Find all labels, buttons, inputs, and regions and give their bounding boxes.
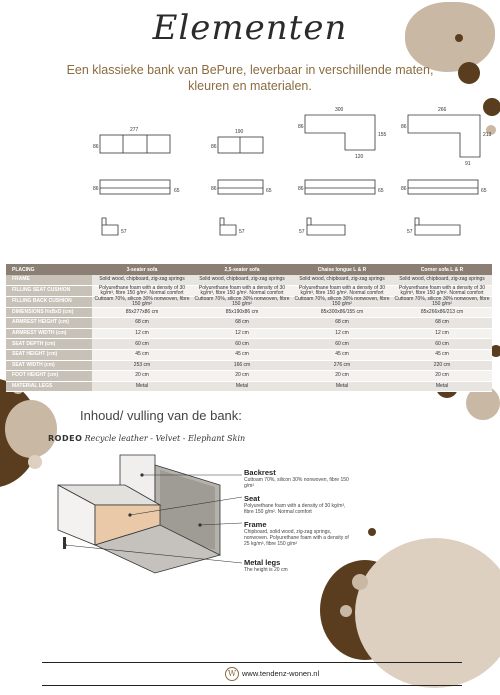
dim-chaise-depth2: 155	[378, 132, 387, 138]
spec-table-header	[6, 264, 492, 275]
table-row	[6, 349, 492, 360]
brand-logo-icon: W	[225, 667, 239, 681]
decor-dot	[458, 62, 480, 84]
table-cell: 85x266x86/213 cm	[392, 307, 492, 318]
dim-corner-arm: 57	[407, 229, 413, 235]
page-subtitle: Een klassieke bank van BePure, leverbaar in verschillende maten, kleuren en materialen.	[66, 63, 434, 93]
dim-corner-width: 266	[438, 107, 447, 113]
drawing-chaise-front	[305, 180, 375, 194]
table-cell: Solid wood, chipboard, zig-zag springs	[392, 275, 492, 285]
table-row-label: SEAT WIDTH (cm)	[6, 360, 92, 371]
table-cell: 60 cm	[292, 339, 392, 350]
rodeo-materials: Recycle leather - Velvet - Elephant Skin	[84, 434, 246, 443]
dim-corner-depth: 86	[401, 124, 407, 130]
part-description: Cuttoam 70%, silicon 30% nonwoven, fibre 150 g/m²	[244, 477, 349, 489]
drawing-3seater-side	[102, 218, 118, 235]
dim-chaise-height: 86	[298, 186, 304, 192]
table-header-corner: Corner sofa L & R	[392, 264, 492, 275]
part-frame	[244, 520, 354, 547]
spec-table	[6, 264, 492, 392]
table-row	[6, 328, 492, 339]
table-cell: 12 cm	[292, 328, 392, 339]
drawing-25seater-side	[220, 218, 236, 235]
dim-25seater-width: 190	[235, 129, 244, 135]
footer	[42, 662, 462, 686]
part-metal-legs	[244, 558, 354, 573]
table-row	[6, 381, 492, 392]
table-row	[6, 296, 492, 307]
table-cell: 12 cm	[192, 328, 292, 339]
drawing-chaise-side	[307, 218, 345, 235]
dim-corner-inner: 91	[465, 161, 471, 167]
table-cell: 85x277x86 cm	[92, 307, 192, 318]
table-cell: Polyurethane foam with a density of 30 kg/m³, fibre 150 g/m². Normal comfort	[292, 285, 392, 296]
table-row-label: ARMREST HEIGHT (cm)	[6, 318, 92, 329]
table-cell: Cuttoam 70%, silicon 30% nonwoven, fibre 150 g/m²	[292, 296, 392, 307]
dim-3seater-seat: 65	[174, 188, 180, 194]
decor-dot	[340, 605, 352, 617]
rodeo-label: RODEO	[48, 434, 83, 443]
part-description: The height is 20 cm	[244, 567, 288, 573]
table-cell: 276 cm	[292, 360, 392, 371]
contents-heading: Inhoud/ vulling van de bank:	[80, 408, 242, 423]
table-cell: 68 cm	[192, 318, 292, 329]
table-row-label: FOOT HEIGHT (cm)	[6, 371, 92, 382]
table-header-3seater: 3-seater sofa	[92, 264, 192, 275]
dim-3seater-depth: 86	[93, 144, 99, 150]
dim-chaise-length: 120	[355, 154, 364, 160]
table-row	[6, 371, 492, 382]
drawing-chaise-top	[305, 115, 375, 150]
table-cell: 166 cm	[192, 360, 292, 371]
dim-3seater-arm: 57	[121, 229, 127, 235]
table-cell: 253 cm	[92, 360, 192, 371]
dim-corner-depth2: 213	[483, 132, 492, 138]
table-row	[6, 360, 492, 371]
table-cell: Polyurethane foam with a density of 30 kg/m³, fibre 150 g/m². Normal comfort	[392, 285, 492, 296]
table-cell: Polyurethane foam with a density of 30 kg/m³, fibre 150 g/m². Normal comfort	[192, 285, 292, 296]
drawing-corner-front	[408, 180, 478, 194]
dim-3seater-width: 277	[130, 127, 139, 133]
website-link[interactable]: www.tendenz-wonen.nl	[242, 669, 320, 678]
part-title: Seat	[244, 494, 260, 503]
table-header-chaise: Chaise longue L & R	[292, 264, 392, 275]
table-cell: Solid wood, chipboard, zig-zag springs	[292, 275, 392, 285]
table-cell: 12 cm	[392, 328, 492, 339]
table-cell: Cuttoam 70%, silicon 30% nonwoven, fibre 150 g/m²	[92, 296, 192, 307]
dim-3seater-height: 86	[93, 186, 99, 192]
decor-dot	[368, 528, 376, 536]
table-cell: 85x190x86 cm	[192, 307, 292, 318]
dim-25seater-depth: 86	[211, 144, 217, 150]
table-row	[6, 339, 492, 350]
table-cell: 60 cm	[392, 339, 492, 350]
table-cell: 20 cm	[92, 371, 192, 382]
table-cell: 85x300x86/155 cm	[292, 307, 392, 318]
dim-25seater-seat: 65	[266, 188, 272, 194]
table-row-label: SEAT HEIGHT (cm)	[6, 349, 92, 360]
dim-corner-height: 86	[401, 186, 407, 192]
table-row-label: FILLING SEAT CUSHION	[6, 285, 92, 296]
part-description: Chipboard, solid wood, zig-zag springs, nonwoven. Polyurethane foam with a density of 25 kg/m³, fibre 150 g/m²	[244, 529, 349, 547]
table-row-label: MATERIAL LEGS	[6, 381, 92, 392]
table-cell: 45 cm	[392, 349, 492, 360]
dim-chaise-width: 300	[335, 107, 344, 113]
dim-chaise-depth: 86	[298, 124, 304, 130]
table-cell: Solid wood, chipboard, zig-zag springs	[192, 275, 292, 285]
table-cell: 20 cm	[292, 371, 392, 382]
table-row	[6, 275, 492, 285]
dim-25seater-height: 86	[211, 186, 217, 192]
table-cell: Metal	[92, 381, 192, 392]
table-cell: Metal	[192, 381, 292, 392]
table-row-label: SEAT DEPTH (cm)	[6, 339, 92, 350]
drawing-25seater-top	[218, 137, 263, 153]
table-cell: 20 cm	[192, 371, 292, 382]
table-cell: Metal	[392, 381, 492, 392]
part-description: Polyurethane foam with a density of 30 kg/m³, fibre 150 g/m². Normal comfort	[244, 503, 346, 515]
table-cell: Solid wood, chipboard, zig-zag springs	[92, 275, 192, 285]
page-title: Elementen	[152, 8, 348, 48]
sofa-drawings	[0, 100, 500, 255]
dim-corner-seat: 65	[481, 188, 487, 194]
table-row	[6, 318, 492, 329]
table-cell: 20 cm	[392, 371, 492, 382]
decor-dot	[352, 574, 368, 590]
part-seat	[244, 494, 354, 515]
table-cell: Polyurethane foam with a density of 30 kg/m³, fibre 150 g/m². Normal comfort	[92, 285, 192, 296]
part-title: Frame	[244, 520, 267, 529]
drawing-corner-side	[415, 218, 460, 235]
table-row-label: FRAME	[6, 275, 92, 285]
dim-25seater-arm: 57	[239, 229, 245, 235]
table-cell: 60 cm	[192, 339, 292, 350]
table-cell: Cuttoam 70%, silicon 30% nonwoven, fibre 150 g/m²	[392, 296, 492, 307]
table-cell: 45 cm	[292, 349, 392, 360]
table-cell: 68 cm	[292, 318, 392, 329]
drawing-corner-top	[408, 115, 480, 157]
part-title: Metal legs	[244, 558, 281, 567]
table-cell: 68 cm	[92, 318, 192, 329]
part-backrest	[244, 468, 354, 489]
table-row-label: ARMREST WIDTH (cm)	[6, 328, 92, 339]
drawing-3seater-top	[100, 135, 170, 153]
table-row-label: DIMENSIONS HxBxD (cm)	[6, 307, 92, 318]
table-row	[6, 285, 492, 296]
table-cell: Metal	[292, 381, 392, 392]
drawing-3seater-front	[100, 180, 170, 194]
table-cell: 45 cm	[192, 349, 292, 360]
table-cell: 45 cm	[92, 349, 192, 360]
table-cell: 60 cm	[92, 339, 192, 350]
table-cell: 220 cm	[392, 360, 492, 371]
metal-leg	[63, 537, 66, 549]
dim-chaise-seat: 65	[378, 188, 384, 194]
dim-chaise-arm: 57	[299, 229, 305, 235]
part-title: Backrest	[244, 468, 276, 477]
table-cell: 12 cm	[92, 328, 192, 339]
rodeo-line	[48, 434, 245, 443]
table-header-25seater: 2,5-seater sofa	[192, 264, 292, 275]
table-row-label: FILLING BACK CUSHION	[6, 296, 92, 307]
drawing-25seater-front	[218, 180, 263, 194]
spec-table-body	[6, 275, 492, 392]
table-row	[6, 307, 492, 318]
table-cell: Cuttoam 70%, silicon 30% nonwoven, fibre 150 g/m²	[192, 296, 292, 307]
table-header-placing: PLACING	[6, 264, 92, 275]
table-cell: 68 cm	[392, 318, 492, 329]
